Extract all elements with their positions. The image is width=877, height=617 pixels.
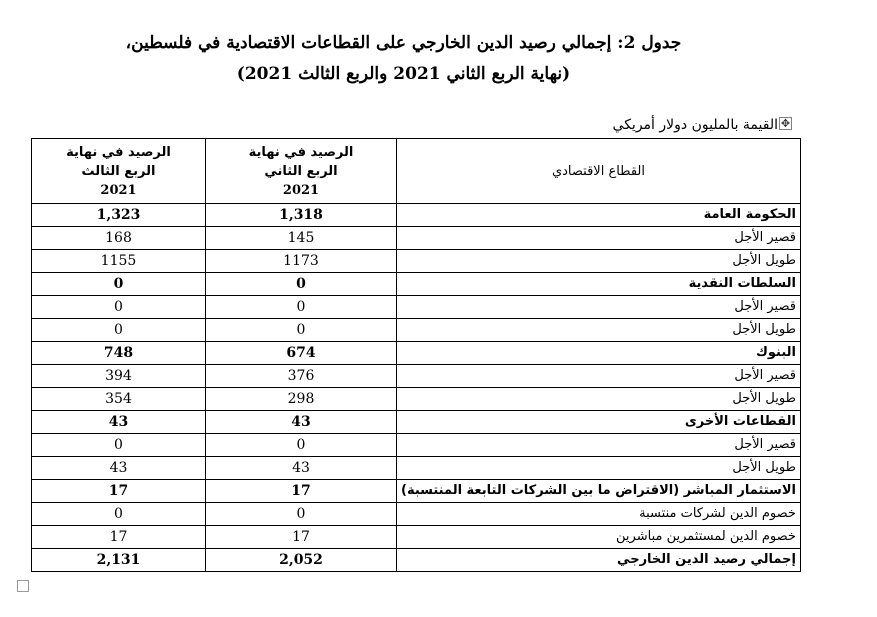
row-q2-value: 43: [206, 411, 397, 434]
table-row: [32, 250, 801, 273]
row-q3-value: 1,323: [32, 204, 206, 227]
row-q3-value: 0: [32, 503, 206, 526]
row-q2-value: 1173: [206, 250, 397, 273]
row-q2-value: 17: [206, 480, 397, 503]
header-q3: [32, 139, 206, 204]
header-q2-line1: الرصيد في نهاية: [248, 144, 354, 160]
move-handle-icon[interactable]: ✥: [780, 117, 791, 130]
table-row: [32, 204, 801, 227]
row-sector: القطاعات الأخرى: [397, 411, 801, 434]
row-q3-value: 354: [32, 388, 206, 411]
row-q3-value: 168: [32, 227, 206, 250]
table-row: [32, 296, 801, 319]
header-q3-line1: الرصيد في نهاية: [66, 144, 171, 160]
row-q2-value: 0: [206, 273, 397, 296]
table-row: [32, 319, 801, 342]
table-row: [32, 388, 801, 411]
row-sector: قصير الأجل: [397, 227, 801, 250]
row-q2-value: 0: [206, 296, 397, 319]
row-sector: خصوم الدين لشركات منتسبة: [397, 503, 801, 526]
row-sector: البنوك: [397, 342, 801, 365]
row-q2-value: 0: [206, 319, 397, 342]
header-q2-line2: الربع الثاني: [264, 163, 338, 179]
row-q2-value: 145: [206, 227, 397, 250]
row-sector: طويل الأجل: [397, 457, 801, 480]
row-q3-value: 0: [32, 296, 206, 319]
row-q3-value: 43: [32, 457, 206, 480]
row-q2-value: 0: [206, 434, 397, 457]
row-sector: طويل الأجل: [397, 319, 801, 342]
paragraph-mark-box: [17, 580, 29, 592]
external-debt-table: [31, 138, 801, 572]
row-q2-value: 43: [206, 457, 397, 480]
row-q3-value: 748: [32, 342, 206, 365]
row-q2-value: 2,052: [206, 549, 397, 572]
row-sector: السلطات النقدية: [397, 273, 801, 296]
row-sector: طويل الأجل: [397, 388, 801, 411]
row-sector: طويل الأجل: [397, 250, 801, 273]
table-row: [32, 411, 801, 434]
row-sector: خصوم الدين لمستثمرين مباشرين: [397, 526, 801, 549]
header-q2-year: 2021: [282, 182, 320, 198]
header-q3-line2: الربع الثالث: [81, 163, 156, 179]
table-row: [32, 549, 801, 572]
table-row: [32, 365, 801, 388]
row-q3-value: 43: [32, 411, 206, 434]
row-q2-value: 17: [206, 526, 397, 549]
header-sector: القطاع الاقتصادي: [397, 139, 801, 204]
row-q2-value: 376: [206, 365, 397, 388]
row-q3-value: 1155: [32, 250, 206, 273]
row-q3-value: 17: [32, 526, 206, 549]
row-sector: الحكومة العامة: [397, 204, 801, 227]
table-row: [32, 273, 801, 296]
row-sector: الاستثمار المباشر (الاقتراض ما بين الشركات التابعة المنتسبة): [397, 480, 801, 503]
header-q2: [206, 139, 397, 204]
row-q3-value: 2,131: [32, 549, 206, 572]
table-title-line-1: جدول 2: إجمالي رصيد الدين الخارجي على القطاعات الاقتصادية في فلسطين،: [125, 33, 682, 53]
table-title-line-2: (نهاية الربع الثاني 2021 والربع الثالث 2021): [236, 64, 571, 84]
table-header-row: [32, 139, 801, 204]
row-sector: قصير الأجل: [397, 365, 801, 388]
row-q3-value: 17: [32, 480, 206, 503]
table-row: [32, 227, 801, 250]
row-q2-value: 1,318: [206, 204, 397, 227]
table-row: [32, 457, 801, 480]
row-q2-value: 0: [206, 503, 397, 526]
header-q3-year: 2021: [100, 182, 137, 198]
row-sector: إجمالي رصيد الدين الخارجي: [397, 549, 801, 572]
table-row: [32, 342, 801, 365]
row-sector: قصير الأجل: [397, 434, 801, 457]
row-sector: قصير الأجل: [397, 296, 801, 319]
table-row: [32, 503, 801, 526]
unit-note: القيمة بالمليون دولار أمريكي: [612, 117, 778, 133]
row-q2-value: 674: [206, 342, 397, 365]
table-row: [32, 480, 801, 503]
table-row: [32, 434, 801, 457]
row-q3-value: 0: [32, 273, 206, 296]
row-q2-value: 298: [206, 388, 397, 411]
row-q3-value: 0: [32, 434, 206, 457]
table-row: [32, 526, 801, 549]
row-q3-value: 0: [32, 319, 206, 342]
row-q3-value: 394: [32, 365, 206, 388]
